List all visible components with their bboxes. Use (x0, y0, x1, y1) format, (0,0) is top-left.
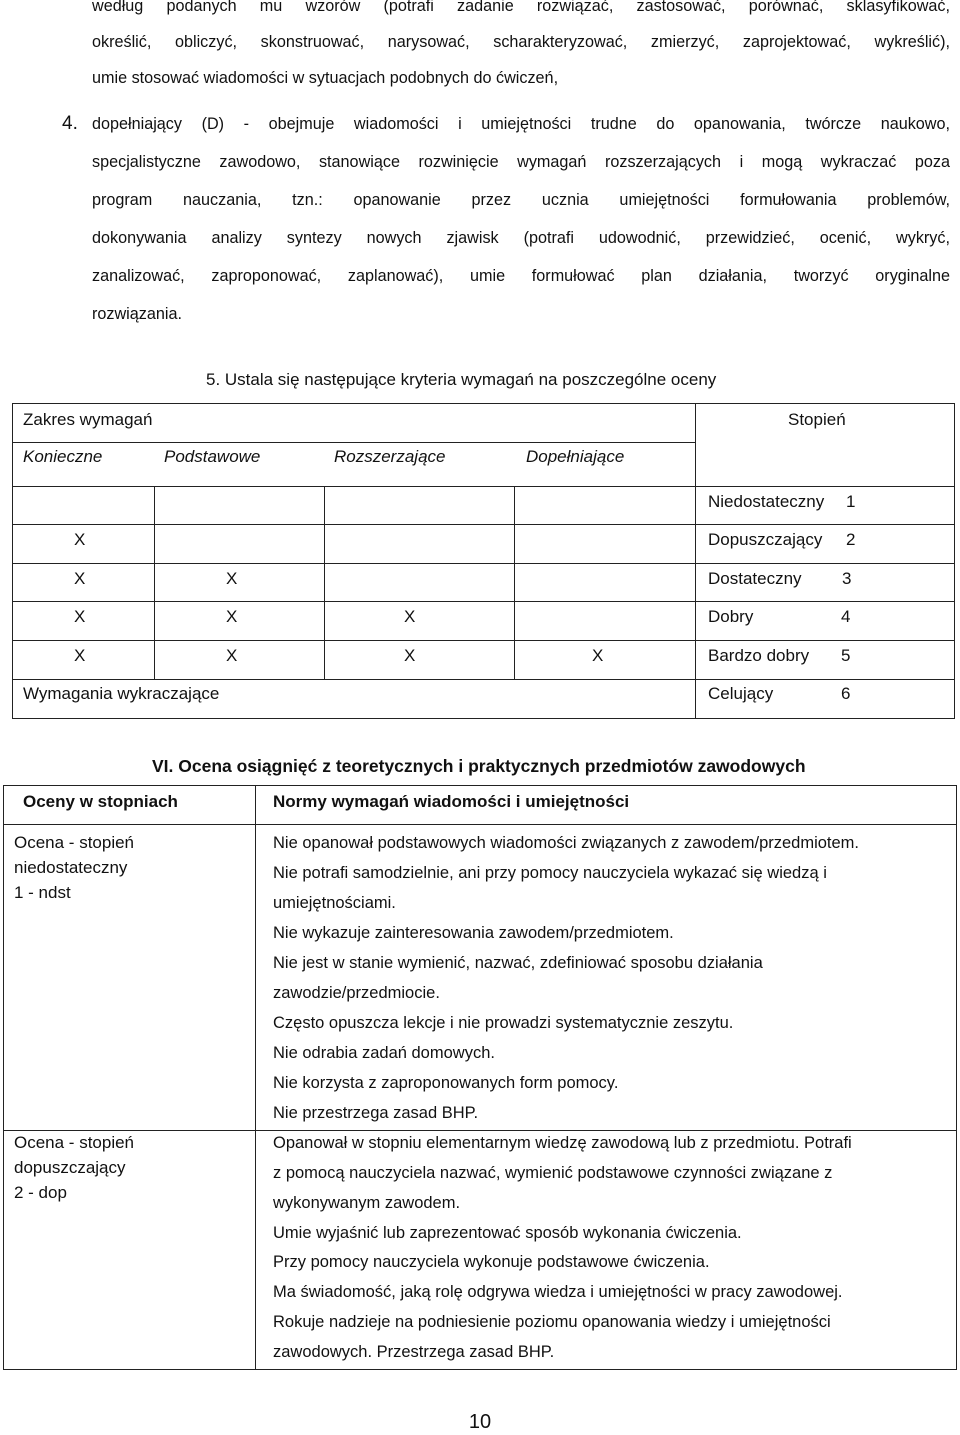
norm-line: zawodzie/przedmiocie. (273, 984, 440, 1002)
norm-line: Nie opanował podstawowych wiadomości związanych z zawodem/przedmiotem. (273, 834, 860, 852)
grade-value: 2 (846, 530, 856, 549)
mark: X (226, 646, 238, 665)
grade-name: Dobry (708, 607, 754, 626)
header-grade: Stopień (788, 410, 846, 429)
grade-label-line: 1 - ndst (14, 883, 71, 902)
norm-line: z pomocą nauczyciela nazwać, wymienić podstawowe czynności związane z (273, 1164, 833, 1182)
item-4-line: specjalistyczne zawodowo, stanowiące rozwinięcie wymagań rozszerzających i mogą wykraczać poza (92, 153, 950, 171)
grading-norms-table (3, 785, 957, 1370)
extra-requirements-label: Wymagania wykraczające (23, 684, 220, 703)
grade-name: Niedostateczny (708, 492, 825, 511)
grade-label-line: Ocena - stopień (14, 833, 135, 852)
norm-line: Opanował w stopniu elementarnym wiedzę zawodową lub z przedmiotu. Potrafi (273, 1134, 852, 1152)
mark: X (404, 646, 416, 665)
header-norms: Normy wymagań wiadomości i umiejętności (273, 792, 630, 811)
norm-line: Nie przestrzega zasad BHP. (273, 1104, 479, 1122)
grade-value: 6 (841, 684, 851, 703)
grade-name: Bardzo dobry (708, 646, 810, 665)
mark: X (74, 530, 86, 549)
page-number: 10 (468, 1411, 492, 1433)
grade-value: 1 (846, 492, 856, 511)
norm-line: Przy pomocy nauczyciela wykonuje podstawowe ćwiczenia. (273, 1253, 710, 1271)
norm-line: Nie wykazuje zainteresowania zawodem/przedmiotem. (273, 924, 674, 942)
mark: X (226, 569, 238, 588)
norm-line: Nie potrafi samodzielnie, ani przy pomocy nauczyciela wykazać się wiedzą i (273, 864, 827, 882)
mark: X (74, 569, 86, 588)
norm-line: Nie korzysta z zaproponowanych form pomocy. (273, 1074, 619, 1092)
requirements-table (12, 403, 955, 719)
norm-line: Umie wyjaśnić lub zaprezentować sposób wykonania ćwiczenia. (273, 1224, 742, 1242)
intro-line: określić, obliczyć, skonstruować, narysować, scharakteryzować, zmierzyć, zaprojektować, wykreślić), (92, 33, 950, 51)
grade-value: 5 (841, 646, 851, 665)
level-podstawowe: Podstawowe (164, 447, 261, 466)
item-4-line: dopełniający (D) - obejmuje wiadomości i umiejętności trudne do opanowania, twórcze naukowo, (92, 115, 950, 133)
section-6-title: VI. Ocena osiągnięć z teoretycznych i praktycznych przedmiotów zawodowych (152, 756, 806, 776)
grade-name: Dostateczny (708, 569, 802, 588)
intro-paragraph (92, 0, 950, 96)
header-grades: Oceny w stopniach (23, 792, 178, 811)
mark: X (226, 607, 238, 626)
grade-name: Dopuszczający (708, 530, 823, 549)
level-konieczne: Konieczne (23, 447, 103, 466)
grade-label-line: 2 - dop (14, 1183, 67, 1202)
grade-label-line: dopuszczający (14, 1158, 126, 1177)
mark: X (74, 607, 86, 626)
norm-line: Nie jest w stanie wymienić, nazwać, zdefiniować sposobu działania (273, 954, 763, 972)
grade-value: 3 (842, 569, 852, 588)
item-4-line: rozwiązania. (92, 305, 182, 323)
item-4-paragraph (92, 105, 950, 333)
item-4-line: dokonywania analizy syntezy nowych zjawisk (potrafi udowodnić, przewidzieć, ocenić, wykryć, (92, 229, 950, 247)
grade-name: Celujący (708, 684, 774, 703)
level-rozszerzajace: Rozszerzające (334, 447, 446, 466)
norm-line: Często opuszcza lekcje i nie prowadzi systematycznie zeszytu. (273, 1014, 734, 1032)
grade-value: 4 (841, 607, 851, 626)
norm-line: zawodowych. Przestrzega zasad BHP. (273, 1343, 555, 1361)
norm-line: wykonywanym zawodem. (273, 1194, 461, 1212)
item-4-line: zanalizować, zaproponować, zaplanować), umie formułować plan działania, tworzyć oryginalne (92, 267, 950, 285)
header-scope: Zakres wymagań (23, 410, 153, 429)
section-5-title: 5. Ustala się następujące kryteria wymagań na poszczególne oceny (206, 370, 717, 389)
item-4-line: program nauczania, tzn.: opanowanie przez ucznia umiejętności formułowania problemów, (92, 191, 950, 209)
item-4-number: 4. (62, 113, 78, 134)
grade-label-line: Ocena - stopień (14, 1133, 135, 1152)
level-dopelniajace: Dopełniające (526, 447, 625, 466)
intro-line: według podanych mu wzorów (potrafi zadanie rozwiązać, zastosować, porównać, sklasyfikować, (92, 0, 950, 15)
intro-line: umie stosować wiadomości w sytuacjach podobnych do ćwiczeń, (92, 69, 559, 87)
norm-line: Rokuje nadzieje na podniesienie poziomu opanowania wiedzy i umiejętności (273, 1313, 831, 1331)
norm-line: umiejętnościami. (273, 894, 396, 912)
mark: X (592, 646, 604, 665)
norm-line: Nie odrabia zadań domowych. (273, 1044, 495, 1062)
grade-label-line: niedostateczny (14, 858, 128, 877)
mark: X (404, 607, 416, 626)
mark: X (74, 646, 86, 665)
norm-line: Ma świadomość, jaką rolę odgrywa wiedza i umiejętności w pracy zawodowej. (273, 1283, 843, 1301)
